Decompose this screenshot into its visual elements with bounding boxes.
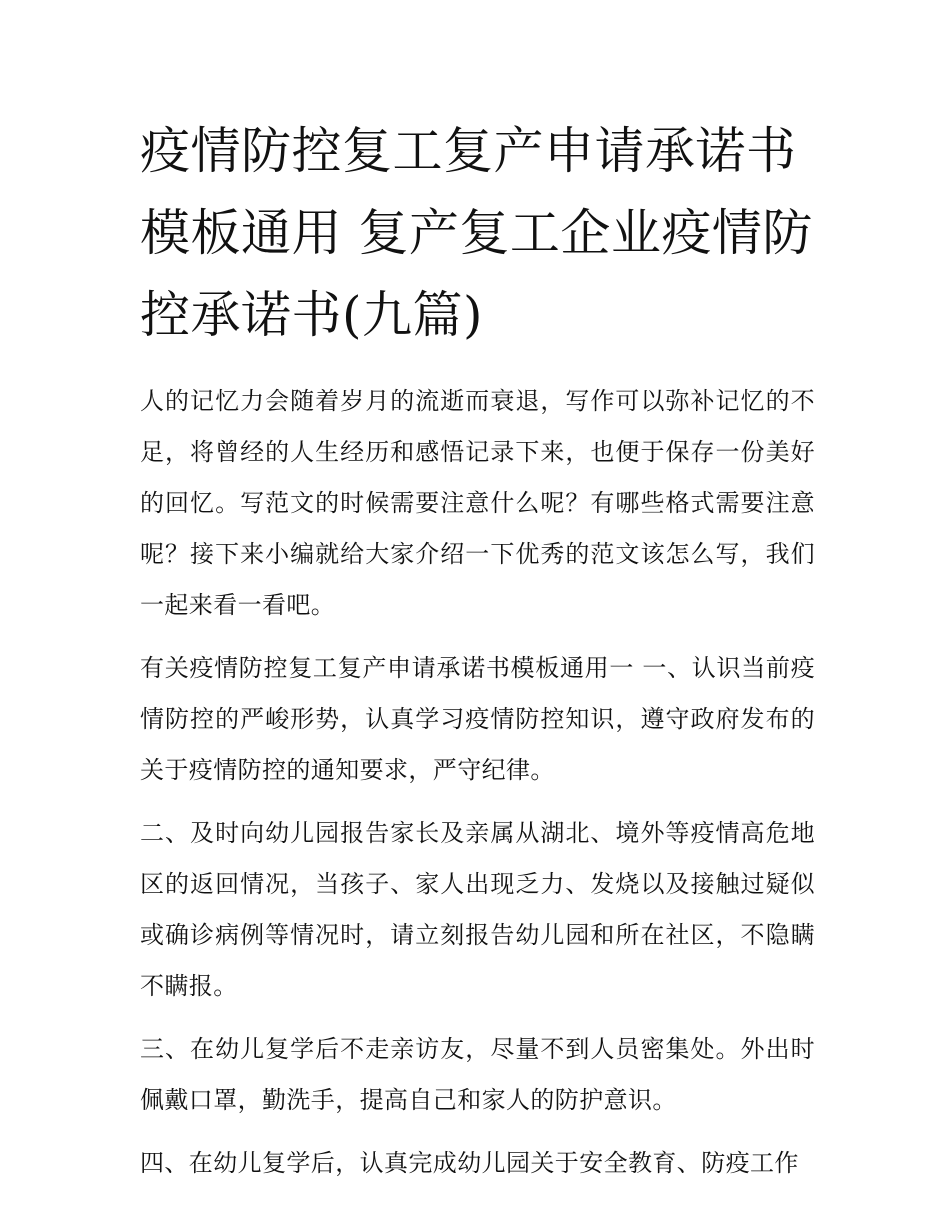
- document-title: 疫情防控复工复产申请承诺书模板通用 复产复工企业疫情防控承诺书(九篇): [140, 122, 813, 344]
- document-body: [140, 110, 815, 1189]
- paragraph-one: 有关疫情防控复工复产申请承诺书模板通用一 一、认识当前疫情防控的严峻形势，认真学习疫情防控知识，遵守政府发布的关于疫情防控的通知要求，严守纪律。: [140, 654, 815, 784]
- intro-paragraph: 人的记忆力会随着岁月的流逝而衰退，写作可以弥补记忆的不足，将曾经的人生经历和感悟记录下来，也便于保存一份美好的回忆。写范文的时候需要注意什么呢？有哪些格式需要注意呢？接下来小编就给大家介绍一下优秀的范文该怎么写，我们一起来看一看吧。: [140, 387, 815, 619]
- paragraph-three: 三、在幼儿复学后不走亲访友，尽量不到人员密集处。外出时佩戴口罩，勤洗手，提高自己和家人的防护意识。: [140, 1035, 815, 1114]
- paragraph-four: 四、在幼儿复学后，认真完成幼儿园关于安全教育、防疫工作: [140, 1149, 799, 1177]
- paragraph-two: 二、及时向幼儿园报告家长及亲属从湖北、境外等疫情高危地区的返回情况，当孩子、家人出现乏力、发烧以及接触过疑似或确诊病例等情况时，请立刻报告幼儿园和所在社区，不隐瞒不瞒报。: [140, 819, 815, 1000]
